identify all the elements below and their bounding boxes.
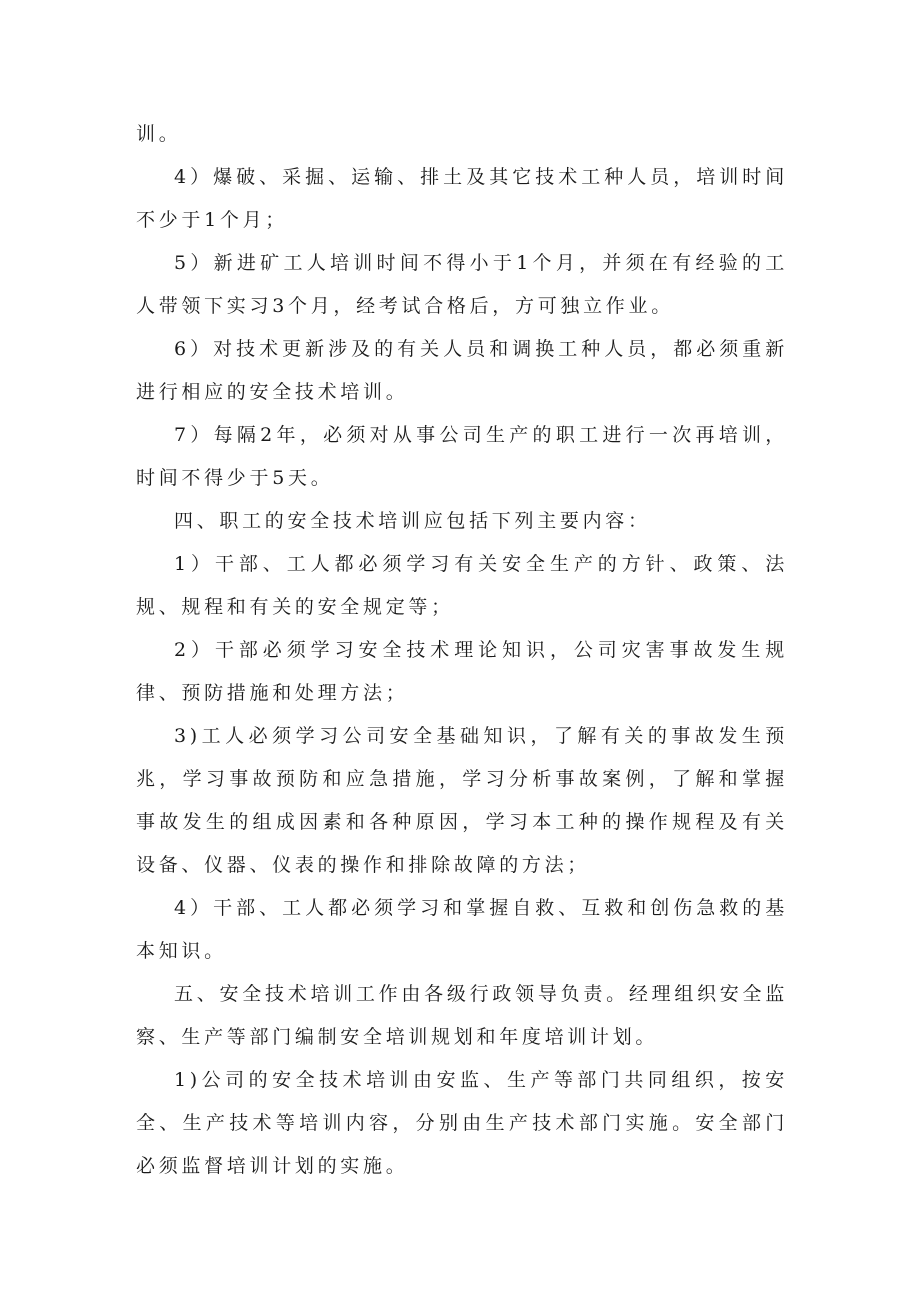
paragraph-content-2: 2）干部必须学习安全技术理论知识，公司灾害事故发生规律、预防措施和处理方法； bbox=[136, 639, 788, 704]
paragraph-continuation: 训。 bbox=[136, 123, 182, 145]
section-heading-five: 五、安全技术培训工作由各级行政领导负责。经理组织安全监察、生产等部门编制安全培训规划和年度培训计划。 bbox=[136, 983, 788, 1048]
paragraph-item-6: 6）对技术更新涉及的有关人员和调换工种人员，都必须重新进行相应的安全技术培训。 bbox=[136, 338, 788, 403]
paragraph-item-5: 5）新进矿工人培训时间不得小于1个月，并须在有经验的工人带领下实习3个月，经考试合格后，方可独立作业。 bbox=[136, 252, 788, 317]
paragraph-item-4: 4）爆破、采掘、运输、排土及其它技术工种人员，培训时间不少于1个月； bbox=[136, 166, 788, 231]
paragraph-content-1: 1）干部、工人都必须学习有关安全生产的方针、政策、法规、规程和有关的安全规定等； bbox=[136, 553, 788, 618]
section-heading-four: 四、职工的安全技术培训应包括下列主要内容： bbox=[174, 510, 651, 532]
paragraph-responsibility-1: 1)公司的安全技术培训由安监、生产等部门共同组织，按安全、生产技术等培训内容，分别由生产技术部门实施。安全部门必须监督培训计划的实施。 bbox=[136, 1069, 788, 1177]
paragraph-content-3: 3)工人必须学习公司安全基础知识，了解有关的事故发生预兆，学习事故预防和应急措施，学习分析事故案例，了解和掌握事故发生的组成因素和各种原因，学习本工种的操作规程及有关设备、仪器、仪表的操作和排除故障的方法； bbox=[136, 725, 788, 876]
paragraph-content-4: 4）干部、工人都必须学习和掌握自救、互救和创伤急救的基本知识。 bbox=[136, 897, 788, 962]
paragraph-item-7: 7）每隔2年，必须对从事公司生产的职工进行一次再培训，时间不得少于5天。 bbox=[136, 424, 788, 489]
